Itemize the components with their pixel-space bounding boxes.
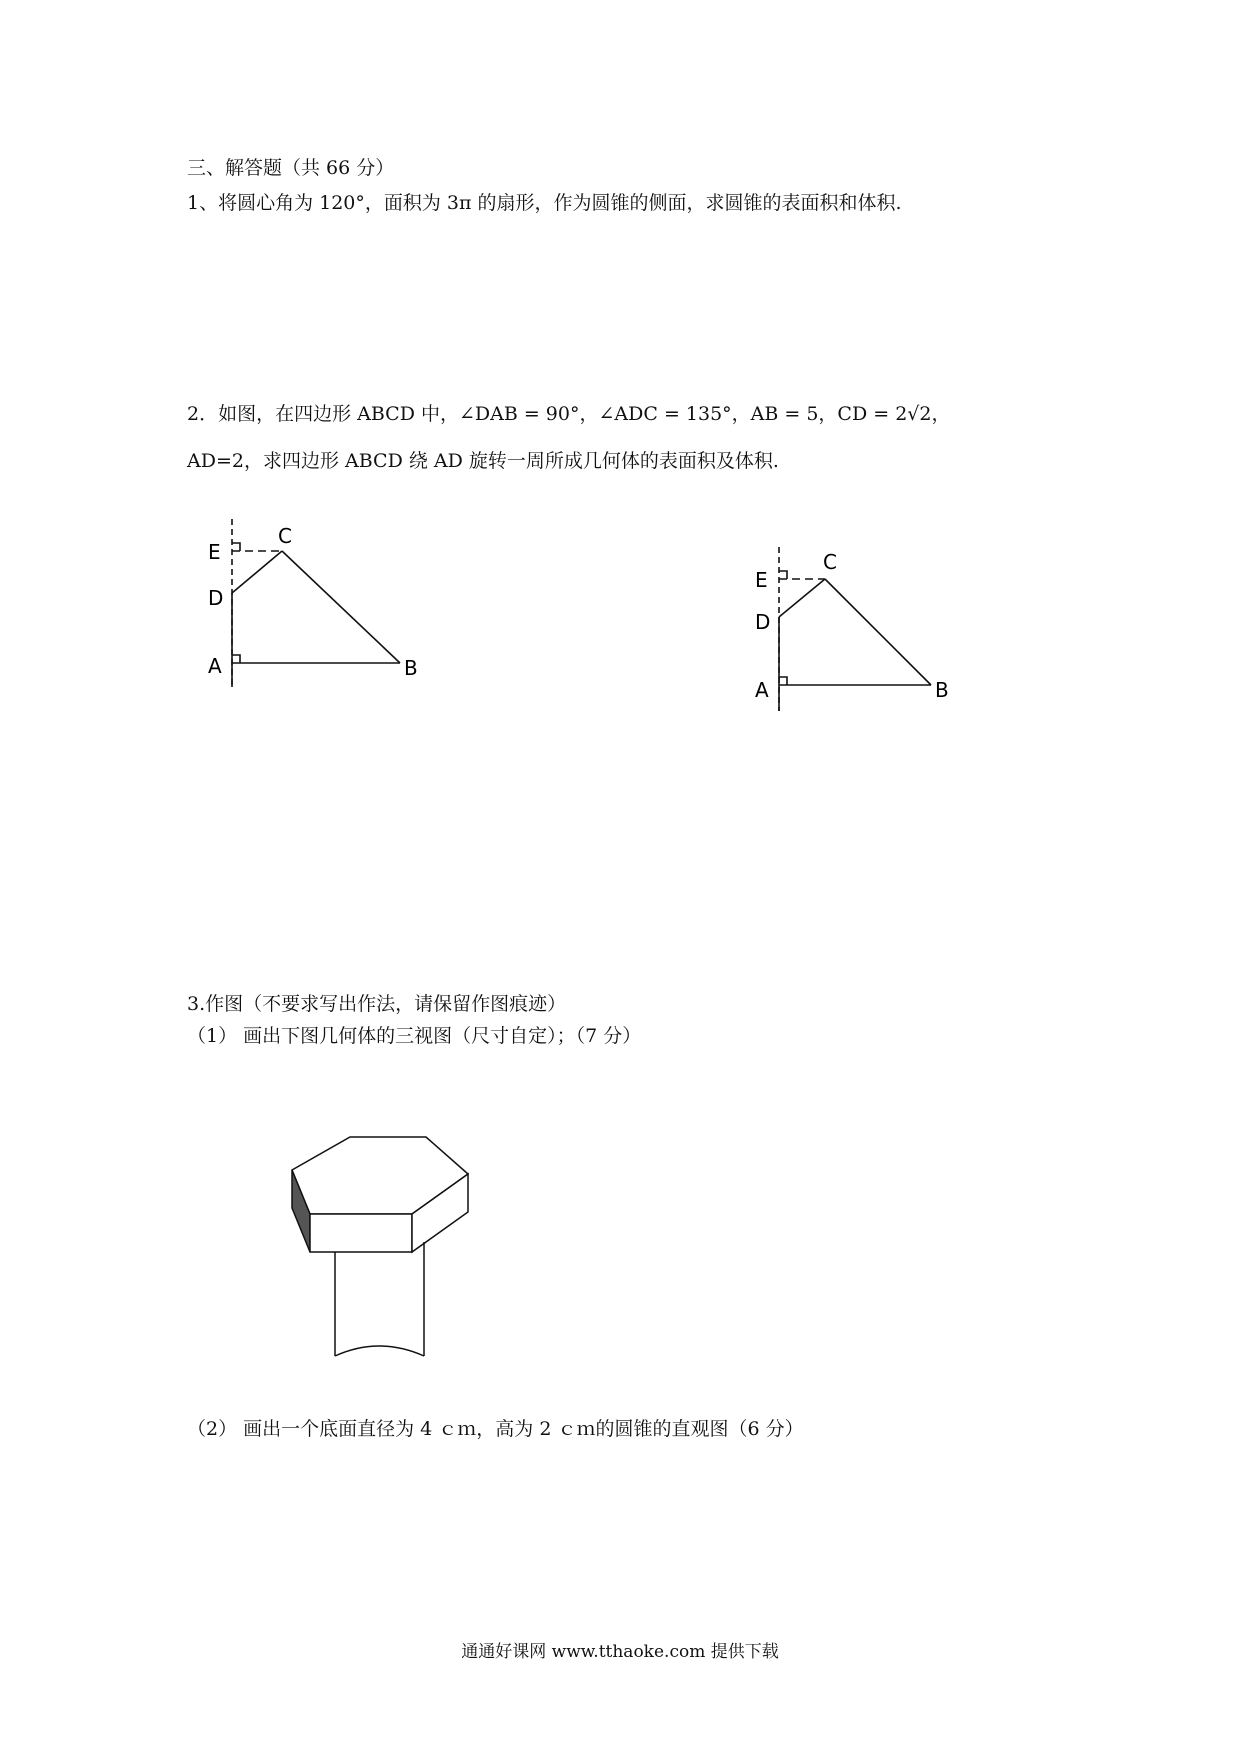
label-d: D bbox=[208, 586, 224, 610]
label-a: A bbox=[755, 678, 769, 702]
label-c: C bbox=[823, 550, 837, 574]
segment-dc bbox=[232, 551, 282, 593]
quadrilateral-figure-right bbox=[745, 545, 965, 715]
cylinder-bottom-arc bbox=[335, 1346, 424, 1356]
question-3-title: 3.作图（不要求写出作法，请保留作图痕迹） bbox=[187, 993, 567, 1015]
hexagon-front-face bbox=[310, 1214, 412, 1252]
section-title: 三、解答题（共 66 分） bbox=[187, 157, 395, 179]
segment-cb bbox=[825, 579, 931, 685]
label-c: C bbox=[278, 524, 292, 548]
label-e: E bbox=[208, 540, 221, 564]
label-d: D bbox=[755, 610, 771, 634]
label-b: B bbox=[404, 656, 418, 680]
footer-source: 通通好课网 www.tthaoke.com 提供下载 bbox=[461, 1642, 779, 1662]
right-angle-mark-a bbox=[779, 677, 787, 685]
quadrilateral-figure-left bbox=[200, 515, 440, 695]
question-3-part-2: （2） 画出一个底面直径为 4 ｃｍ，高为 2 ｃｍ的圆锥的直观图（6 分） bbox=[187, 1418, 804, 1440]
question-2-line-2: AD=2，求四边形 ABCD 绕 AD 旋转一周所成几何体的表面积及体积. bbox=[187, 450, 779, 472]
right-angle-mark-e bbox=[779, 571, 787, 579]
question-1: 1、将圆心角为 120°，面积为 3π 的扇形，作为圆锥的侧面，求圆锥的表面积和体积. bbox=[187, 192, 902, 214]
segment-dc bbox=[779, 579, 825, 617]
question-3-part-1: （1） 画出下图几何体的三视图（尺寸自定）；（7 分） bbox=[187, 1025, 642, 1047]
label-b: B bbox=[935, 678, 949, 702]
right-angle-mark-a bbox=[232, 655, 240, 663]
label-e: E bbox=[755, 568, 768, 592]
right-angle-mark-e bbox=[232, 543, 240, 551]
segment-cb bbox=[282, 551, 400, 663]
question-2-line-1: 2．如图，在四边形 ABCD 中，∠DAB = 90°，∠ADC = 135°，AB = 5，CD = 2√2， bbox=[187, 403, 951, 425]
hex-bolt-figure bbox=[288, 1132, 488, 1372]
label-a: A bbox=[208, 654, 222, 678]
